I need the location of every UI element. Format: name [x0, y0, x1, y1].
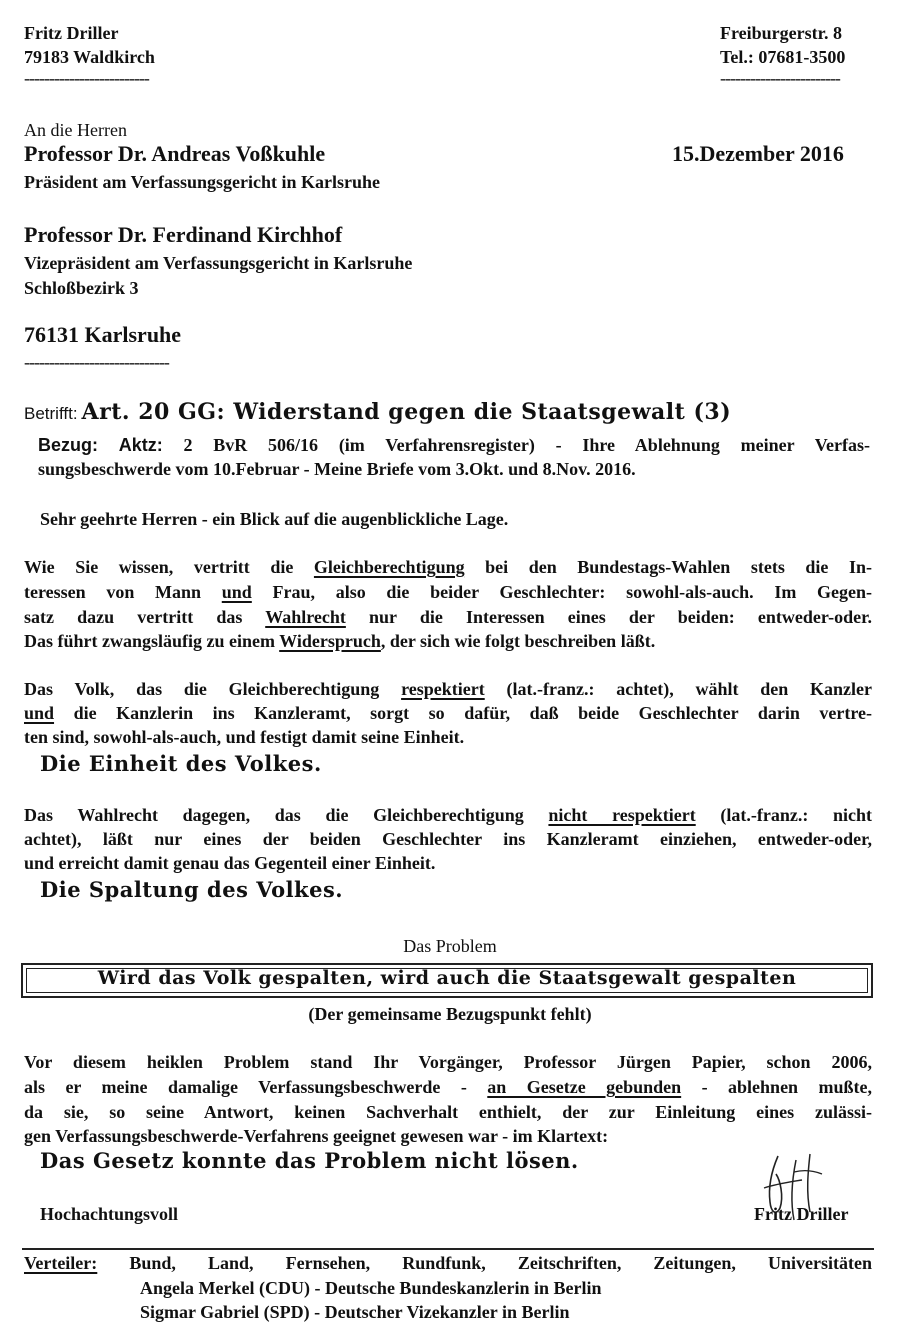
para1-line-2 [24, 580, 872, 604]
text: (lat.-franz.: nicht [695, 805, 872, 825]
text: Das Wahlrecht dagegen, das die Gleichberechtigung [24, 805, 549, 825]
text: die Kanzlerin ins Kanzleramt, sorgt so dafür, daß beide Geschlechter darin vertre- [54, 703, 872, 723]
sender-divider-right: ------------------------ [720, 68, 840, 88]
emphasis: und [221, 582, 252, 602]
para3-line-2 [24, 827, 872, 851]
text: Das Volk, das die Gleichberechtigung [24, 679, 402, 699]
reference-text-1: 2 BvR 506/16 (im Verfahrensregister) - Ihre Ablehnung meiner Verfas- [183, 435, 871, 455]
closing: Hochachtungsvoll [40, 1204, 179, 1224]
text: , und festigt damit seine Einheit. [216, 727, 465, 747]
emphasis: nicht respektiert [548, 805, 696, 825]
para2-line-3 [24, 725, 464, 749]
para2-line-1 [24, 677, 872, 701]
text: nur die Interessen eines der beiden: [345, 607, 758, 627]
signature-name: Fritz Driller [754, 1204, 849, 1224]
para4-line-4: gen Verfassungsbeschwerde-Verfahrens geeignet gewesen war - im Klartext: [24, 1126, 609, 1146]
para1-line-3 [24, 605, 872, 629]
distribution-line-2: Angela Merkel (CDU) - Deutsche Bundeskanzlerin in Berlin [140, 1278, 602, 1298]
emphasis: an Gesetze gebunden [487, 1077, 682, 1097]
heading-law: Das Gesetz konnte das Problem nicht lösen. [40, 1148, 579, 1173]
sender-street: Freiburgerstr. 8 [720, 23, 842, 43]
para2-line-2 [24, 701, 872, 725]
para4-line-1: Vor diesem heiklen Problem stand Ihr Vorgänger, Professor Jürgen Papier, schon 2006, [24, 1052, 872, 1072]
text: bei den Bundestags-Wahlen stets die In- [464, 557, 872, 577]
subject-line [24, 399, 731, 425]
distribution-list: Bund, Land, Fernsehen, Rundfunk, Zeitschriften, Zeitungen, Universitäten [129, 1253, 872, 1273]
problem-subtitle: (Der gemeinsame Bezugspunkt fehlt) [308, 1004, 592, 1024]
recipient-divider: ----------------------------- [24, 352, 169, 372]
text: Im Gegen- [753, 582, 873, 602]
para1-line-1 [24, 555, 872, 579]
reference-line-2: sungsbeschwerde vom 10.Februar - Meine Briefe vom 3.Okt. und 8.Nov. 2016. [38, 459, 636, 479]
sender-city: 79183 Waldkirch [24, 47, 155, 67]
sender-phone: Tel.: 07681-3500 [720, 47, 846, 67]
para3-line-3: und erreicht damit genau das Gegenteil einer Einheit. [24, 853, 436, 873]
problem-label: Das Problem [403, 936, 497, 956]
emphasis: sowohl-als-auch. [626, 582, 754, 602]
text: Wie Sie wissen, vertritt die [24, 557, 314, 577]
heading-division: Die Spaltung des Volkes. [40, 877, 344, 902]
sender-name: Fritz Driller [24, 23, 119, 43]
recipient-title-1: Präsident am Verfassungsgericht in Karlsruhe [24, 172, 381, 192]
recipient-salutation: An die Herren [24, 120, 127, 140]
emphasis: Wahlrecht [265, 607, 346, 627]
text: ten sind, [24, 727, 94, 747]
letter-date: 15.Dezember 2016 [672, 141, 844, 166]
recipient-street: Schloßbezirk 3 [24, 278, 139, 298]
text: achtet), läßt nur eines der beiden Geschlechter ins Kanzleramt einziehen, [24, 829, 758, 849]
reference-line-1 [38, 433, 870, 457]
text: als er meine damalige Verfassungsbeschwerde - [24, 1077, 488, 1097]
para4-line-2 [24, 1075, 872, 1099]
emphasis: Gleichberechtigung [313, 557, 465, 577]
emphasis: entweder-oder [757, 829, 868, 849]
recipient-title-2: Vizepräsident am Verfassungsgericht in Karlsruhe [24, 253, 413, 273]
distribution-line-1 [24, 1251, 872, 1275]
greeting: Sehr geehrte Herren - ein Blick auf die augenblickliche Lage. [40, 509, 509, 529]
reference-label: Bezug: [38, 435, 98, 455]
text: Das führt zwangsläufig zu einem [24, 631, 280, 651]
sender-divider: ------------------------- [24, 68, 149, 88]
text: Frau, also die beider Geschlechter: [251, 582, 627, 602]
text: teressen von Mann [24, 582, 222, 602]
heading-unity: Die Einheit des Volkes. [40, 751, 322, 776]
recipient-name-2: Professor Dr. Ferdinand Kirchhof [24, 222, 343, 247]
text: , [867, 829, 872, 849]
text: (lat.-franz.: achtet), wählt den Kanzler [484, 679, 872, 699]
emphasis: sowohl-als-auch [93, 727, 217, 747]
para1-line-4 [24, 629, 655, 653]
emphasis: respektiert [401, 679, 485, 699]
subject-label: Betrifft: [24, 404, 78, 423]
problem-statement: Wird das Volk gespalten, wird auch die Staatsgewalt gespalten [97, 967, 797, 989]
emphasis: Widerspruch [279, 631, 381, 651]
subject-text: Art. 20 GG: Widerstand gegen die Staatsgewalt (3) [81, 399, 732, 425]
para4-line-3: da sie, so seine Antwort, keinen Sachverhalt enthielt, der zur Einleitung eines zulässi- [24, 1102, 872, 1122]
emphasis: entweder-oder. [757, 607, 873, 627]
text: , der sich wie folgt beschreiben läßt. [380, 631, 656, 651]
text: - ablehnen mußte, [681, 1077, 873, 1097]
emphasis: und [24, 703, 55, 723]
distribution-line-3: Sigmar Gabriel (SPD) - Deutscher Vizekanzler in Berlin [140, 1302, 570, 1322]
text: satz dazu vertritt das [24, 607, 266, 627]
reference-aktz-label: Aktz: [118, 435, 163, 455]
recipient-city: 76131 Karlsruhe [24, 322, 182, 347]
recipient-name-1: Professor Dr. Andreas Voßkuhle [24, 141, 326, 166]
distribution-label: Verteiler: [24, 1253, 98, 1273]
distribution-divider [22, 1248, 874, 1250]
para3-line-1 [24, 803, 872, 827]
